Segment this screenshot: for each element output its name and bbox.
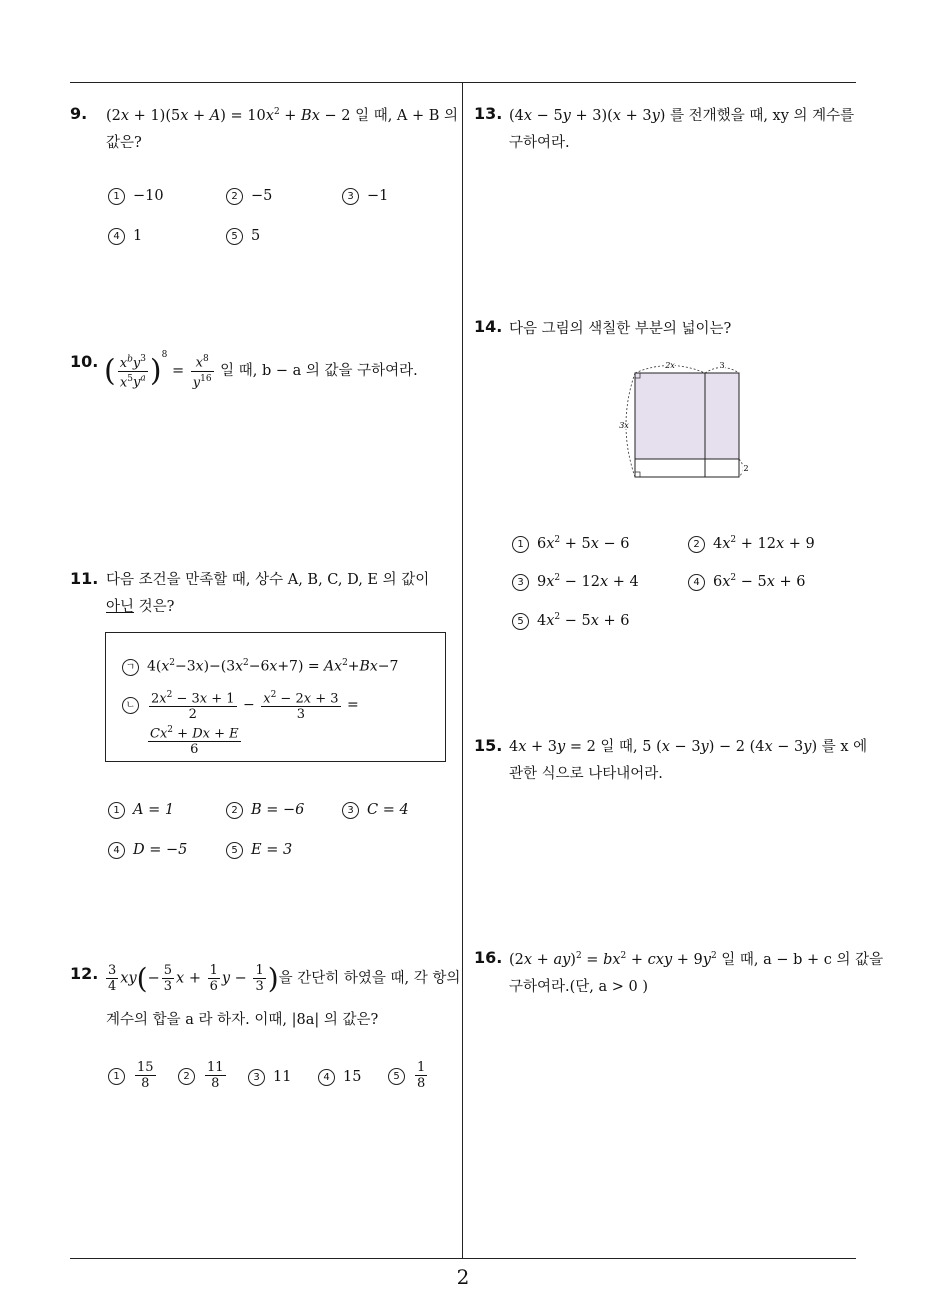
option-5[interactable]: 5 E = 3 (226, 842, 292, 859)
option-5[interactable]: 5 $\frac{1}{8}$ (388, 1060, 429, 1091)
question-16-line1: $(2x + ay)^2 = bx^2$ + cxy + $9y^2$ 일 때, a − b + c 의 값을 (509, 951, 884, 968)
circled-giyeok-icon: ㄱ (122, 659, 139, 676)
shaded-region (635, 373, 739, 459)
question-number: 9. (70, 104, 88, 123)
option-1[interactable]: 1 $\frac{15}{8}$ (108, 1060, 158, 1091)
question-13-line2: 구하여라. (509, 135, 570, 151)
condition-b-rhs: $\frac{Cx^2 + Dx + E}{6}$ (150, 725, 239, 758)
option-3[interactable]: 3 −1 (342, 188, 388, 205)
circled-3-icon: 3 (512, 574, 529, 591)
circled-1-icon: 1 (108, 802, 125, 819)
circled-4-icon: 4 (688, 574, 705, 591)
circled-4-icon: 4 (318, 1069, 335, 1086)
question-number: 15. (474, 736, 503, 755)
option-1[interactable]: 1 −10 (108, 188, 164, 205)
option-4[interactable]: 4 15 (318, 1069, 361, 1086)
condition-box (105, 632, 446, 762)
question-9-line1: $(2x + 1)(5x + A) = 10x^2 + Bx - 2$ 일 때, A + B 의 (106, 107, 459, 124)
circled-3-icon: 3 (248, 1069, 265, 1086)
dimension-arc-2 (739, 459, 743, 477)
question-10-expression: ( $\frac{x^by^3}{x^5y^a}$ )$^8$ = $\frac{x^8}{y^{16}}$ 일 때, b − a 의 값을 구하여라. (104, 350, 418, 390)
question-12-line2: 계수의 합을 a 라 하자. 이때, |8a| 의 값은? (106, 1012, 379, 1028)
question-number: 14. (474, 317, 503, 336)
circled-1-icon: 1 (108, 188, 125, 205)
question-11-line2: 아닌 것은? (106, 599, 175, 615)
option-1[interactable]: 1 $6x^2 + 5x - 6$ (512, 535, 630, 553)
question-9-line2: 값은? (106, 135, 142, 151)
question-14-text: 다음 그림의 색칠한 부분의 넓이는? (509, 321, 732, 337)
circled-5-icon: 5 (226, 842, 243, 859)
circled-5-icon: 5 (226, 228, 243, 245)
circled-5-icon: 5 (512, 613, 529, 630)
option-5[interactable]: 5 $4x^2 - 5x + 6$ (512, 612, 630, 630)
question-number: 12. (70, 964, 99, 983)
option-5[interactable]: 5 5 (226, 228, 260, 245)
bottom-rule (70, 1258, 856, 1259)
circled-2-icon: 2 (226, 802, 243, 819)
circled-1-icon: 1 (108, 1068, 125, 1085)
area-figure (612, 356, 752, 482)
option-3[interactable]: 3 $9x^2 - 12x + 4$ (512, 573, 639, 591)
option-4[interactable]: 4 $6x^2 - 5x + 6$ (688, 573, 806, 591)
option-3[interactable]: 3 C = 4 (342, 802, 409, 819)
question-number: 10. (70, 352, 99, 371)
top-rule (70, 82, 856, 83)
label-2x: 2x (665, 361, 675, 370)
circled-3-icon: 3 (342, 188, 359, 205)
label-2: 2 (743, 464, 749, 473)
page-number: 2 (456, 1265, 470, 1289)
question-number: 11. (70, 569, 99, 588)
option-2[interactable]: 2 B = −6 (226, 802, 304, 819)
circled-1-icon: 1 (512, 536, 529, 553)
question-12-line1: $\frac{3}{4}$ xy(− $\frac{5}{3}$ x + $\frac{1}{6}$ y − $\frac{1}{3}$ )을 간단히 하였을 때, 각 항의 (108, 962, 461, 995)
circled-3-icon: 3 (342, 802, 359, 819)
label-3: 3 (719, 361, 725, 370)
circled-2-icon: 2 (226, 188, 243, 205)
option-4[interactable]: 4 D = −5 (108, 842, 187, 859)
circled-2-icon: 2 (178, 1068, 195, 1085)
question-15-line2: 관한 식으로 나타내어라. (509, 766, 663, 782)
option-4[interactable]: 4 1 (108, 228, 142, 245)
question-13-line1: (4x − 5y + 3)(x + 3y) 를 전개했을 때, xy 의 계수를 (509, 108, 855, 124)
condition-a: ㄱ $4(x^2-3x)-(3x^2-6x+7) = Ax^2+Bx-7$ (122, 658, 398, 676)
corner-mark-bottom (635, 472, 640, 477)
condition-b: ㄴ $\frac{2x^2 - 3x + 1}{2}$ − $\frac{x^2 - 2x + 3}{3}$ = (122, 688, 359, 722)
option-2[interactable]: 2 $4x^2 + 12x + 9$ (688, 535, 815, 553)
option-2[interactable]: 2 $\frac{11}{8}$ (178, 1060, 228, 1091)
option-3[interactable]: 3 11 (248, 1069, 291, 1086)
label-3x: 3x (619, 421, 629, 430)
option-2[interactable]: 2 −5 (226, 188, 272, 205)
question-16-line2: 구하여라.(단, a > 0 ) (509, 979, 649, 995)
circled-4-icon: 4 (108, 842, 125, 859)
question-15-line1: 4x + 3y = 2 일 때, 5 (x − 3y) − 2 (4x − 3y) 를 x 에 (509, 739, 868, 755)
column-divider (462, 83, 463, 1258)
question-11-line1: 다음 조건을 만족할 때, 상수 A, B, C, D, E 의 값이 (106, 572, 430, 588)
option-1[interactable]: 1 A = 1 (108, 802, 174, 819)
question-number: 16. (474, 948, 503, 967)
circled-2-icon: 2 (688, 536, 705, 553)
circled-5-icon: 5 (388, 1068, 405, 1085)
circled-4-icon: 4 (108, 228, 125, 245)
circled-nieun-icon: ㄴ (122, 697, 139, 714)
question-number: 13. (474, 104, 503, 123)
